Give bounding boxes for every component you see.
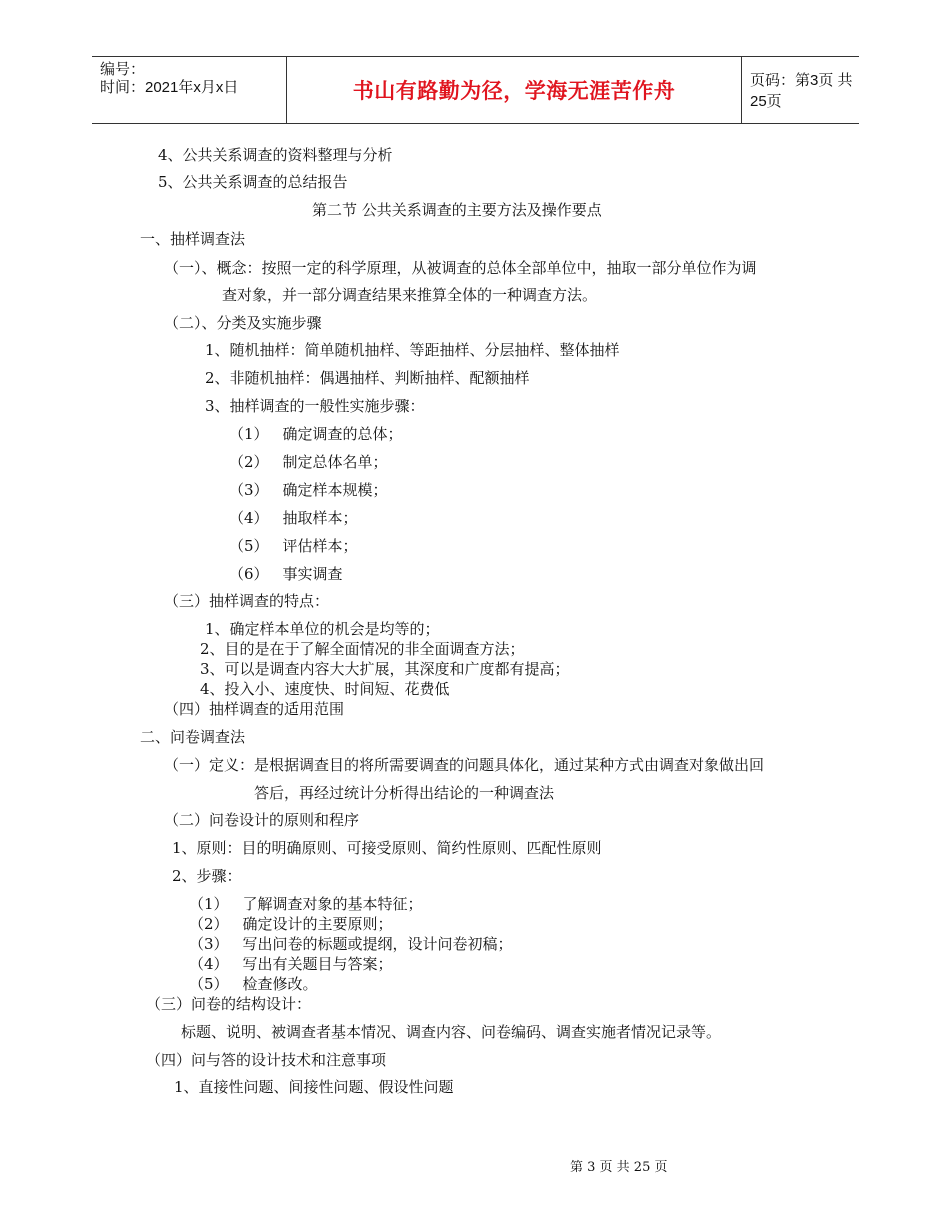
list-number: （5） — [229, 537, 269, 555]
header-motto: 书山有路勤为径，学海无涯苦作舟 — [352, 79, 676, 103]
body-line: 5、公共关系调查的总结报告 — [158, 173, 348, 191]
list-text: 制定总体名单； — [282, 453, 388, 471]
list-item — [229, 480, 388, 500]
body-line: 2、非随机抽样：偶遇抽样、判断抽样、配额抽样 — [205, 369, 530, 387]
body-line: 3、可以是调查内容大大扩展，其深度和广度都有提高； — [200, 660, 570, 678]
list-item — [229, 424, 403, 444]
header-page-info: 页码：第3页 共25页 — [750, 72, 853, 110]
list-item — [189, 934, 513, 954]
list-text: 确定样本规模； — [282, 481, 388, 499]
number-label: 编号： — [100, 61, 146, 78]
body-line: 标题、说明、被调查者基本情况、调查内容、问卷编码、调查实施者情况记录等。 — [181, 1023, 722, 1041]
body-line: 4、投入小、速度快、时间短、花费低 — [200, 680, 450, 698]
list-text: 确定调查的总体； — [282, 425, 403, 443]
list-text: 事实调查 — [282, 565, 343, 583]
list-item — [229, 508, 358, 528]
list-number: （3） — [189, 935, 229, 953]
list-text: 了解调查对象的基本特征； — [242, 895, 423, 913]
list-number: （2） — [229, 453, 269, 471]
list-number: （4） — [189, 955, 229, 973]
body-line: 1、直接性问题、间接性问题、假设性问题 — [174, 1078, 454, 1096]
heading-level2: （二）、分类及实施步骤 — [164, 314, 322, 332]
body-line: 查对象，并一部分调查结果来推算全体的一种调查方法。 — [222, 286, 598, 304]
body-line: 2、目的是在于了解全面情况的非全面调查方法； — [200, 640, 525, 658]
heading-level2: （三）问卷的结构设计： — [146, 995, 312, 1013]
list-number: （1） — [229, 425, 269, 443]
list-item — [189, 974, 318, 994]
body-line: 3、抽样调查的一般性实施步骤： — [205, 397, 425, 415]
list-number: （6） — [229, 565, 269, 583]
heading-level2: （四）问与答的设计技术和注意事项 — [146, 1051, 387, 1069]
body-line: 4、公共关系调查的资料整理与分析 — [158, 146, 393, 164]
list-text: 抽取样本； — [282, 509, 358, 527]
body-line: 答后，再经过统计分析得出结论的一种调查法 — [254, 784, 555, 802]
list-text: 评估样本； — [282, 537, 358, 555]
list-number: （2） — [189, 915, 229, 933]
list-item — [229, 452, 388, 472]
list-item — [229, 564, 343, 584]
body-line: （一）、概念：按照一定的科学原理，从被调查的总体全部单位中，抽取一部分单位作为调 — [164, 259, 757, 277]
list-text: 写出有关题目与答案； — [242, 955, 393, 973]
list-number: （5） — [189, 975, 229, 993]
list-text: 确定设计的主要原则； — [242, 915, 393, 933]
list-text: 检查修改。 — [242, 975, 318, 993]
heading-level2: （二）问卷设计的原则和程序 — [164, 811, 360, 829]
list-item — [189, 894, 423, 914]
header-divider — [741, 57, 742, 123]
list-item — [189, 914, 393, 934]
time-label: 时间：2021年x月x日 — [100, 79, 239, 96]
body-line: 2、步骤： — [172, 867, 242, 885]
heading-level2: （四）抽样调查的适用范围 — [164, 700, 345, 718]
list-number: （4） — [229, 509, 269, 527]
heading-level2: （三）抽样调查的特点： — [164, 592, 330, 610]
body-line: （一）定义：是根据调查目的将所需要调查的问题具体化，通过某种方式由调查对象做出回 — [164, 756, 765, 774]
header-meta — [100, 61, 286, 97]
heading-level1: 二、问卷调查法 — [140, 728, 246, 746]
body-line: 1、确定样本单位的机会是均等的； — [205, 620, 440, 638]
list-text: 写出问卷的标题或提纲，设计问卷初稿； — [242, 935, 513, 953]
document-header — [92, 56, 859, 124]
body-line: 1、随机抽样：简单随机抽样、等距抽样、分层抽样、整体抽样 — [205, 341, 620, 359]
body-line: 1、原则：目的明确原则、可接受原则、简约性原则、匹配性原则 — [172, 839, 602, 857]
list-number: （3） — [229, 481, 269, 499]
list-number: （1） — [189, 895, 229, 913]
list-item — [229, 536, 358, 556]
section-title: 第二节 公共关系调查的主要方法及操作要点 — [312, 201, 602, 219]
list-item — [189, 954, 393, 974]
page-footer: 第 3 页 共 25 页 — [570, 1160, 668, 1175]
heading-level1: 一、抽样调查法 — [140, 230, 246, 248]
